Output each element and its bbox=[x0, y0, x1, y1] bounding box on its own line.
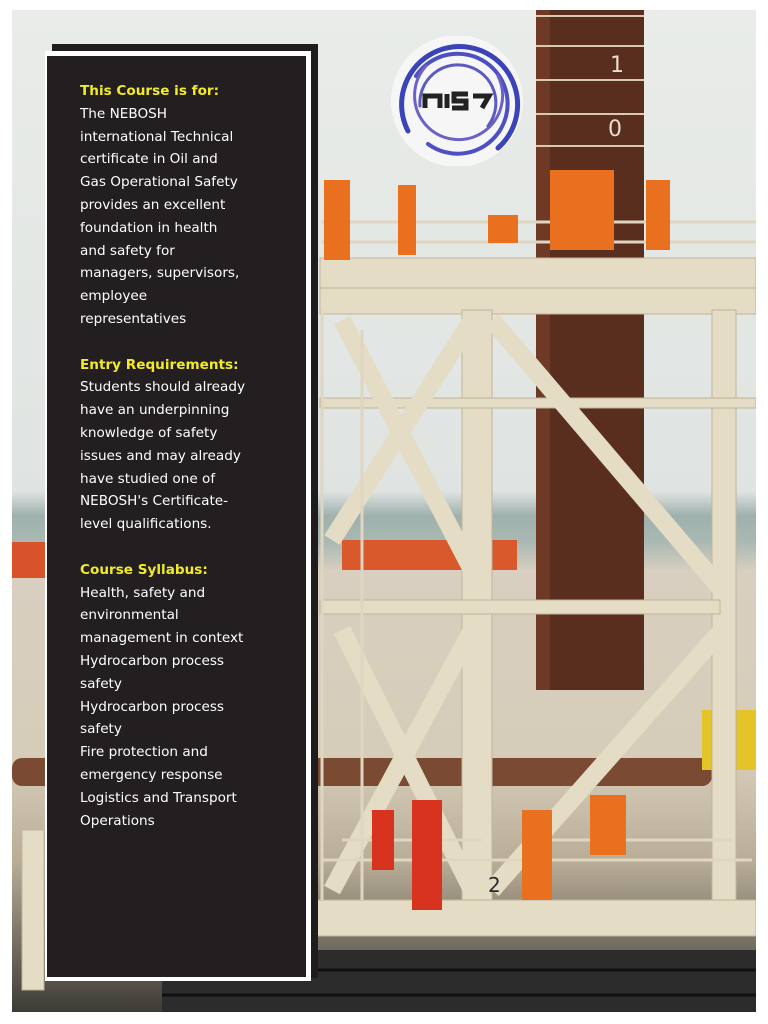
line: employee bbox=[80, 288, 148, 305]
line: Hydrocarbon process bbox=[80, 698, 225, 715]
line: Students should already bbox=[80, 379, 246, 396]
line: Health, safety and bbox=[80, 584, 206, 601]
line: Hydrocarbon process bbox=[80, 652, 225, 669]
pile-marking: 1 bbox=[610, 53, 624, 78]
line: and safety for bbox=[80, 242, 175, 259]
line: have studied one of bbox=[80, 470, 216, 487]
section-entry-requirements bbox=[80, 354, 300, 536]
line: level qualifications. bbox=[80, 516, 212, 533]
line: The NEBOSH bbox=[80, 105, 167, 122]
line: have an underpinning bbox=[80, 402, 230, 419]
line: Operations bbox=[80, 812, 155, 829]
line: emergency response bbox=[80, 766, 223, 783]
line: certificate in Oil and bbox=[80, 151, 218, 168]
pile-marking: 0 bbox=[608, 117, 622, 142]
line: safety bbox=[80, 675, 122, 692]
platform-number: 2 bbox=[488, 873, 501, 897]
line: Fire protection and bbox=[80, 744, 208, 761]
line: safety bbox=[80, 721, 122, 738]
section-heading: This Course is for: bbox=[80, 83, 220, 99]
section-syllabus bbox=[80, 559, 300, 833]
line: management in context bbox=[80, 630, 244, 647]
line: international Technical bbox=[80, 128, 234, 145]
line: NEBOSH's Certificate- bbox=[80, 493, 229, 510]
line: representatives bbox=[80, 310, 187, 327]
line: provides an excellent bbox=[80, 196, 226, 213]
section-heading: Entry Requirements: bbox=[80, 356, 239, 373]
line: issues and may already bbox=[80, 447, 241, 464]
line: managers, supervisors, bbox=[80, 265, 240, 282]
line: environmental bbox=[80, 607, 179, 624]
line: foundation in health bbox=[80, 219, 218, 236]
line: Logistics and Transport bbox=[80, 789, 237, 806]
line: Gas Operational Safety bbox=[80, 174, 238, 191]
course-info-text bbox=[80, 80, 300, 832]
line: knowledge of safety bbox=[80, 424, 218, 441]
nist-logo bbox=[388, 36, 526, 166]
section-heading: Course Syllabus: bbox=[80, 561, 208, 578]
section-audience bbox=[80, 80, 300, 331]
